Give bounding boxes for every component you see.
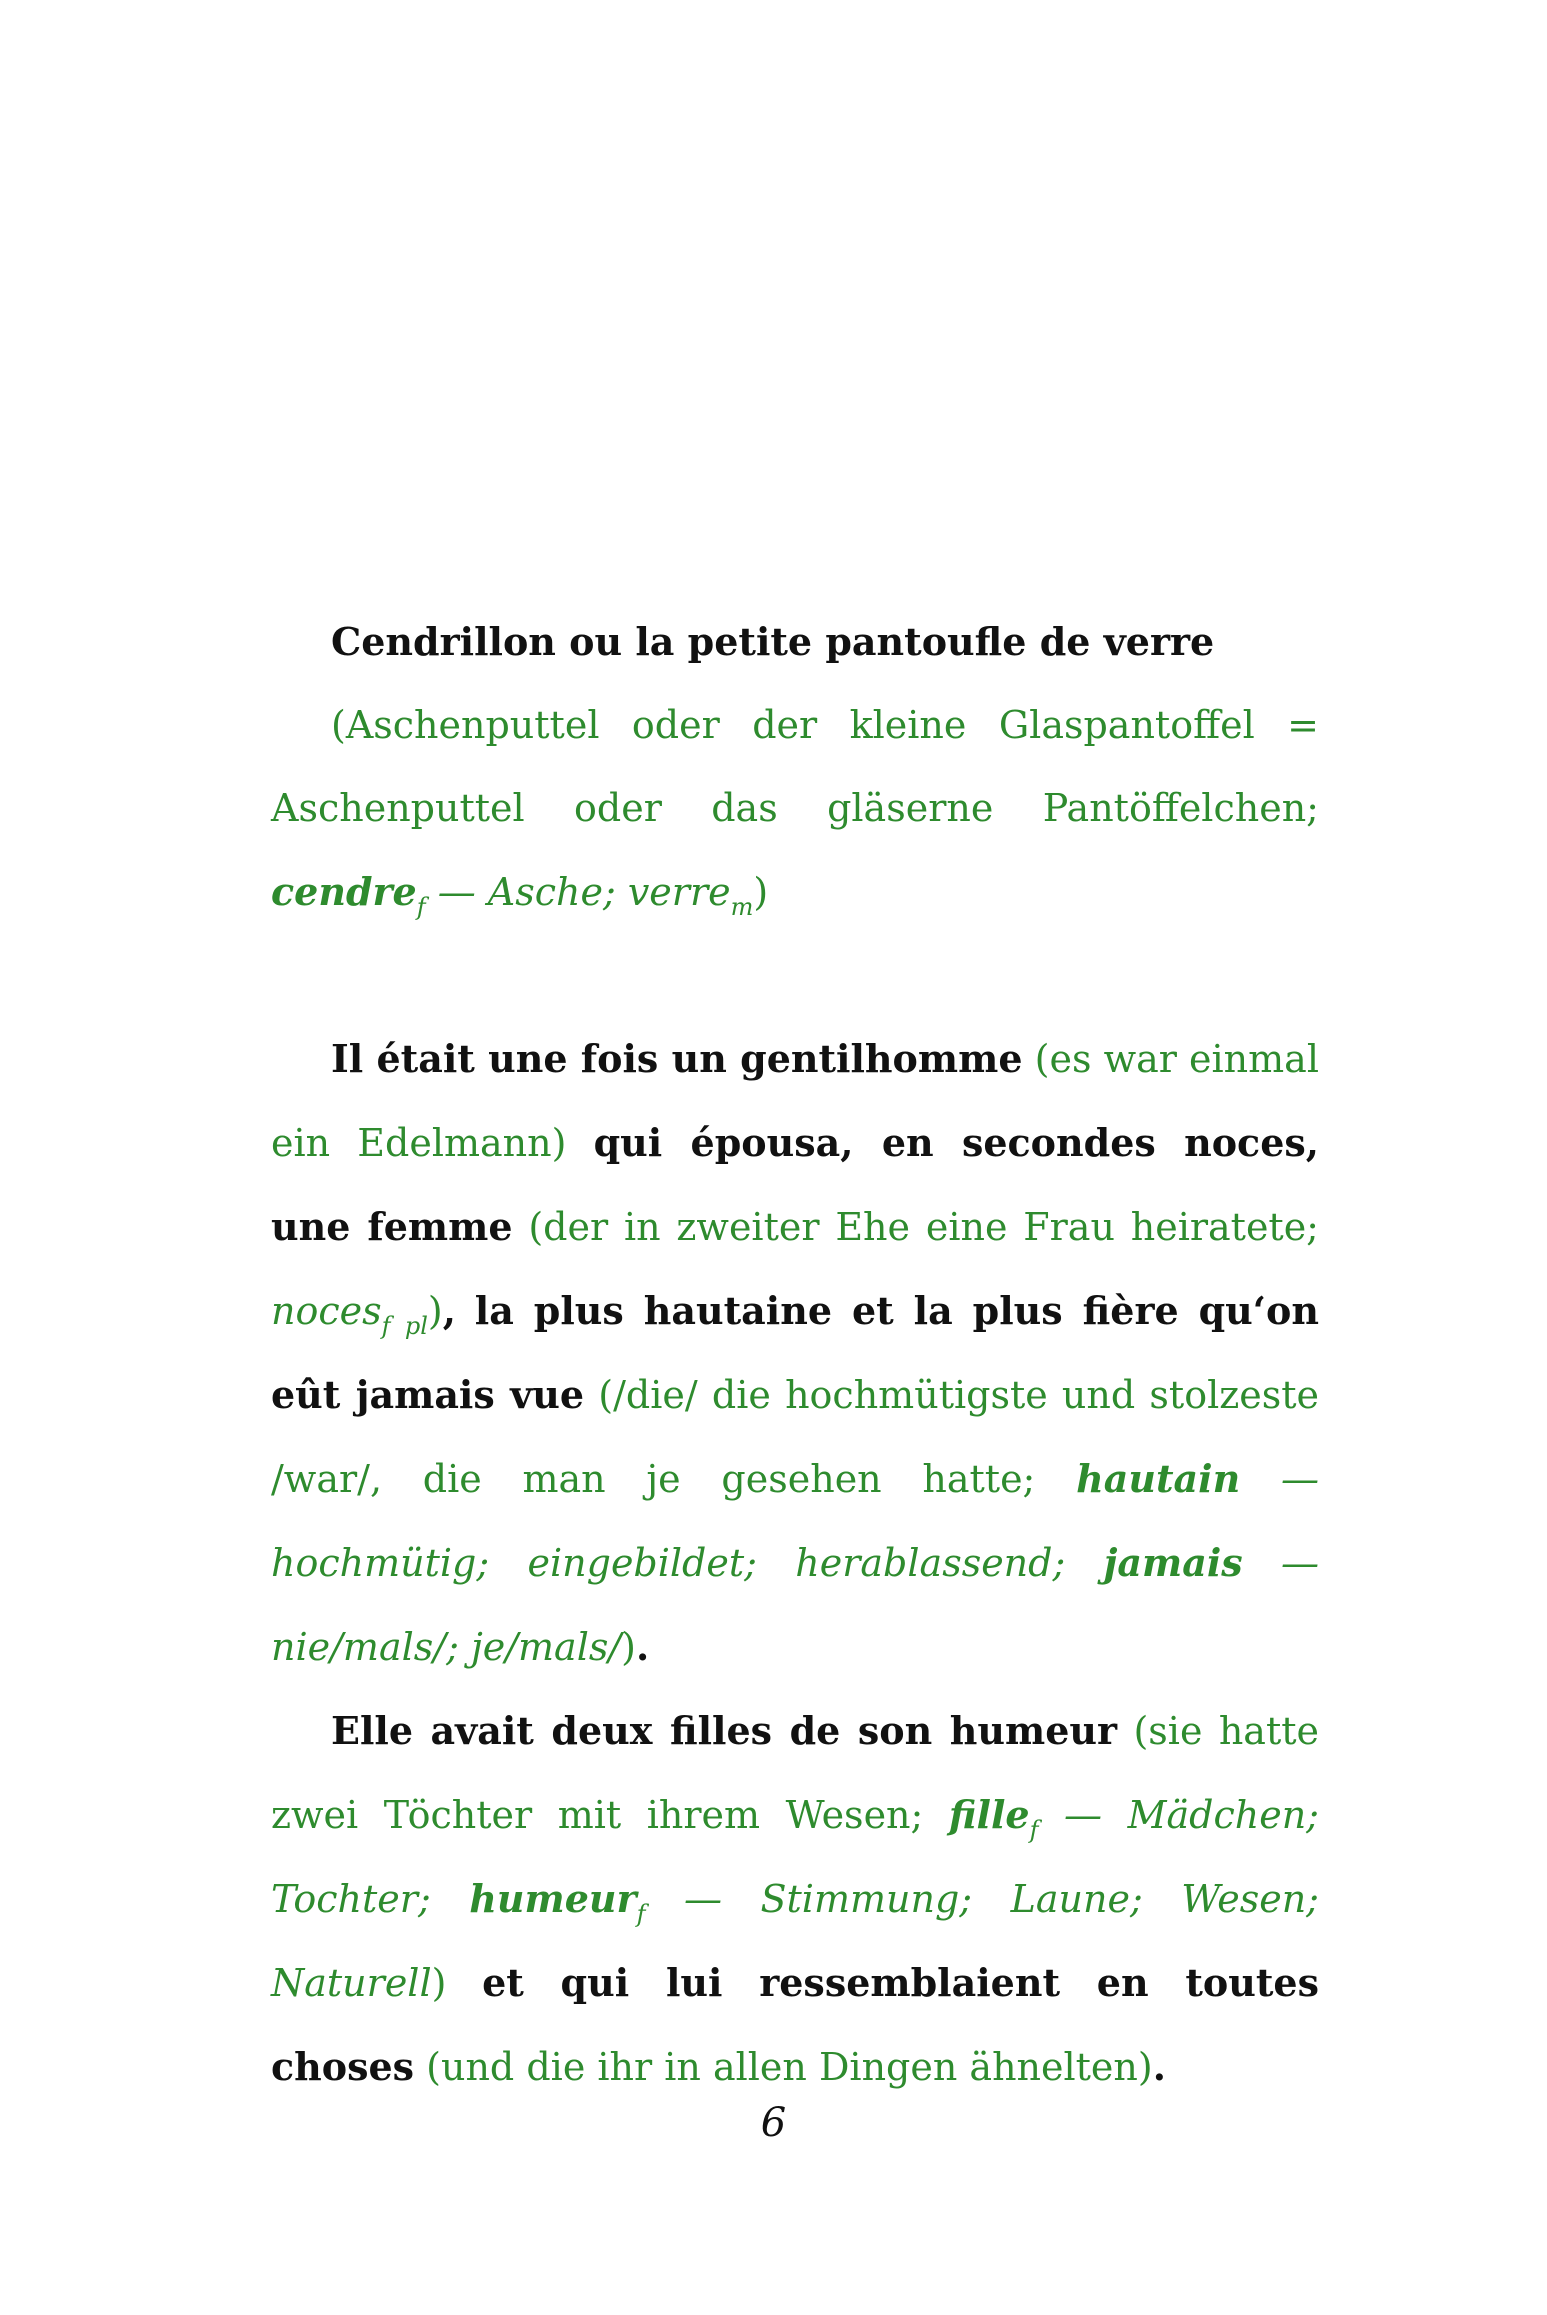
book-text bbox=[271, 600, 1319, 2109]
punctuation: , bbox=[442, 1288, 456, 1333]
german-gloss: (es war einmal ein Edelmann) bbox=[271, 1037, 1319, 1165]
vocab-word-noces: noces bbox=[271, 1289, 382, 1333]
gloss-text: ) bbox=[427, 1289, 443, 1333]
german-gloss: (/die/ die hochmütigste und stolzeste /war/, die man je gesehen hatte; bbox=[271, 1373, 1319, 1501]
french-text: la plus hautaine et la plus fière qu‘on eût jamais vue bbox=[271, 1288, 1319, 1417]
chapter-title bbox=[271, 600, 1319, 684]
punctuation: . bbox=[1152, 2044, 1166, 2089]
vocab-gloss-humeur: — Stimmung; Laune; Wesen; Naturell bbox=[271, 1877, 1319, 2005]
german-gloss: (der in zweiter Ehe eine Frau heiratete; bbox=[512, 1205, 1319, 1249]
vocab-word-verre: verre bbox=[627, 870, 731, 914]
title-gloss bbox=[271, 684, 1319, 934]
french-text: Elle avait deux filles de son humeur bbox=[331, 1708, 1118, 1753]
gender-marker: f bbox=[1029, 1816, 1039, 1844]
vocab-gloss-hautain: — hochmütig; eingebildet; herablassend; bbox=[271, 1457, 1319, 1585]
gender-marker: f bbox=[636, 1900, 646, 1928]
paragraph-2 bbox=[271, 1689, 1319, 2109]
gloss-text: ) bbox=[621, 1625, 636, 1669]
gender-marker: m bbox=[730, 893, 754, 921]
paragraph-gap bbox=[271, 934, 1319, 1017]
french-text: et qui lui ressemblaient en toutes choses bbox=[271, 1960, 1319, 2089]
vocab-word-hautain: hautain bbox=[1076, 1456, 1241, 1501]
punctuation: . bbox=[636, 1624, 650, 1669]
title-french: Cendrillon ou la petite pantoufle de verre bbox=[331, 619, 1215, 664]
french-text: qui épousa, en secondes noces, une femme bbox=[271, 1120, 1319, 1249]
gloss-text: ) bbox=[753, 870, 769, 914]
vocab-gloss-fille: — Mädchen; Tochter; bbox=[271, 1793, 1319, 1921]
german-gloss: (sie hatte zwei Töchter mit ihrem Wesen; bbox=[271, 1709, 1319, 1837]
french-text: Il était une fois un gentilhomme bbox=[331, 1036, 1023, 1081]
vocab-word-humeur: humeur bbox=[469, 1876, 637, 1921]
gender-marker: f bbox=[416, 893, 426, 921]
vocab-word-fille: fille bbox=[948, 1792, 1030, 1837]
vocab-word-cendre: cendre bbox=[271, 869, 417, 914]
gloss-text: (Aschenputtel oder der kleine Glaspantoffel = Aschenputtel oder das gläserne Pantöffelchen; bbox=[271, 703, 1319, 830]
gender-marker: f pl bbox=[381, 1312, 428, 1340]
german-gloss: (und die ihr in allen Dingen ähnelten) bbox=[414, 2045, 1153, 2089]
gloss-text: ) bbox=[431, 1961, 483, 2005]
page-number: 6 bbox=[760, 2100, 787, 2146]
vocab-gloss-jamais: — nie/mals/; je/mals/ bbox=[271, 1541, 1319, 1669]
vocab-word-jamais: jamais bbox=[1103, 1540, 1243, 1585]
vocab-gloss-cendre: — Asche; bbox=[425, 870, 628, 914]
paragraph-1 bbox=[271, 1017, 1319, 1689]
